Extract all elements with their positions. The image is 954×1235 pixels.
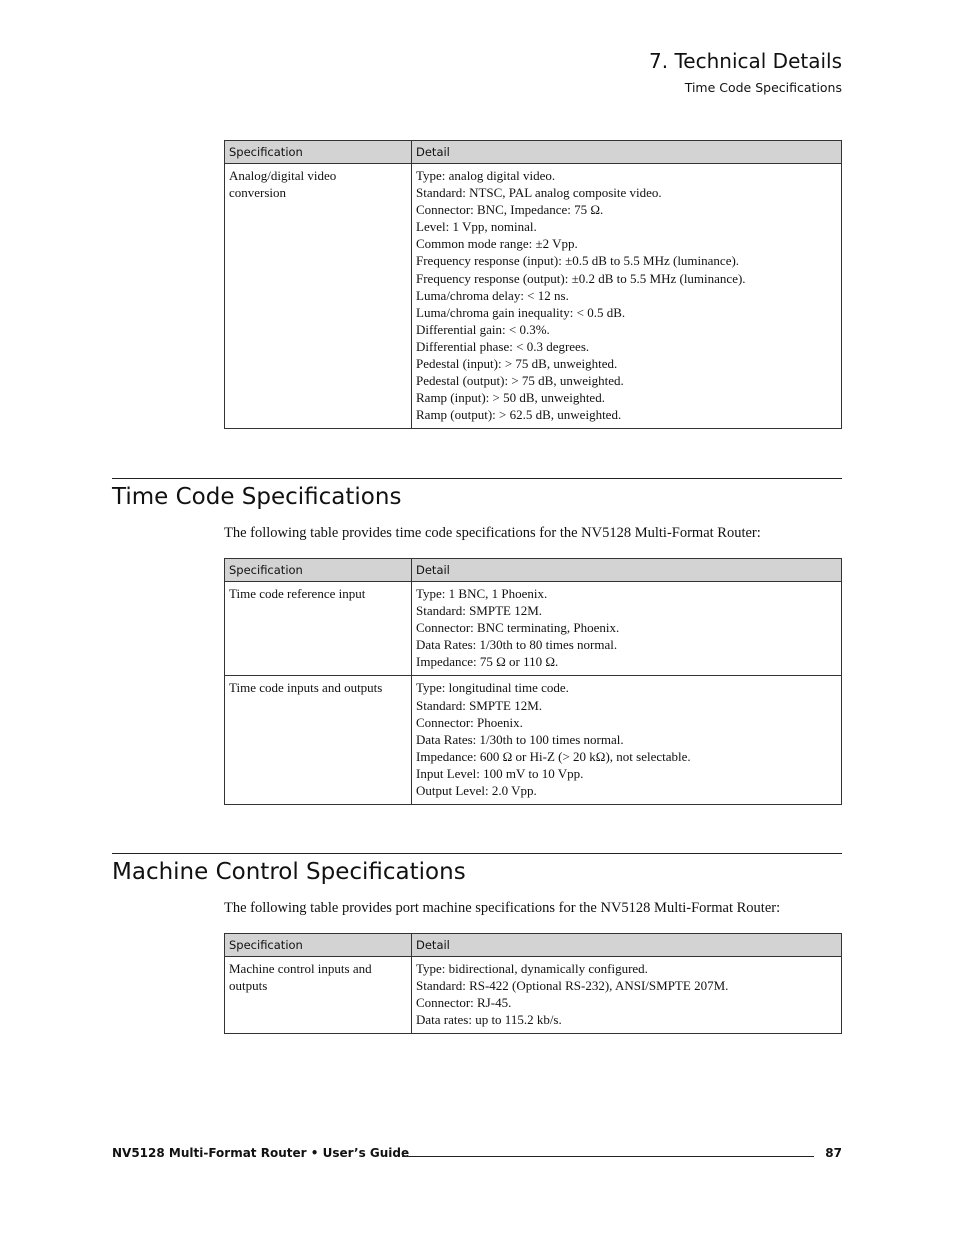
detail-line: Connector: BNC, Impedance: 75 Ω. [416, 202, 604, 218]
spec-cell [225, 582, 412, 676]
section-divider [112, 853, 842, 854]
detail-line: Luma/chroma delay: < 12 ns. [416, 287, 569, 303]
detail-line: Output Level: 2.0 Vpp. [416, 783, 537, 799]
column-header-detail: Detail [412, 559, 842, 582]
detail-line: Frequency response (input): ±0.5 dB to 5.5 MHz (luminance). [416, 253, 740, 269]
detail-line: Common mode range: ±2 Vpp. [416, 236, 578, 252]
detail-line: Standard: SMPTE 12M. [416, 697, 543, 713]
detail-line: Data rates: up to 115.2 kb/s. [416, 1012, 562, 1028]
detail-line: Impedance: 75 Ω or 110 Ω. [416, 654, 559, 670]
detail-line: Level: 1 Vpp, nominal. [416, 219, 537, 235]
detail-line: Connector: Phoenix. [416, 714, 523, 730]
table-row [225, 582, 842, 676]
spec-line: Analog/digital video [229, 168, 337, 183]
detail-cell [412, 676, 842, 805]
spec-line: conversion [229, 185, 287, 201]
spec-line: outputs [229, 978, 268, 994]
detail-line: Differential gain: < 0.3%. [416, 321, 550, 337]
table-row [225, 957, 842, 1034]
detail-line: Standard: NTSC, PAL analog composite video. [416, 185, 662, 201]
table-header-row [225, 934, 842, 957]
footer-divider [402, 1156, 814, 1157]
spec-cell [225, 957, 412, 1034]
detail-line: Standard: SMPTE 12M. [416, 603, 543, 619]
detail-line: Pedestal (output): > 75 dB, unweighted. [416, 373, 624, 389]
detail-line: Data Rates: 1/30th to 80 times normal. [416, 637, 618, 653]
spec-line: Machine control inputs and [229, 961, 372, 976]
detail-line: Type: 1 BNC, 1 Phoenix. [416, 586, 548, 601]
detail-cell [412, 582, 842, 676]
detail-line: Frequency response (output): ±0.2 dB to 5.5 MHz (luminance). [416, 270, 746, 286]
table-row [225, 676, 842, 805]
table-row [225, 164, 842, 429]
section-divider [112, 478, 842, 479]
footer-document-title: NV5128 Multi-Format Router • User’s Guide [112, 1146, 410, 1160]
detail-cell [412, 957, 842, 1034]
detail-line: Input Level: 100 mV to 10 Vpp. [416, 765, 584, 781]
section-title-time-code: Time Code Specifications [112, 484, 402, 510]
section-title-machine-control: Machine Control Specifications [112, 859, 466, 885]
detail-line: Differential phase: < 0.3 degrees. [416, 338, 590, 354]
detail-line: Ramp (input): > 50 dB, unweighted. [416, 390, 605, 406]
table-header-row [225, 141, 842, 164]
detail-line: Type: longitudinal time code. [416, 680, 569, 696]
detail-cell [412, 164, 842, 429]
section-intro-machine-control: The following table provides port machine specifications for the NV5128 Multi-Format Router: [224, 900, 781, 916]
spec-line: Time code inputs and outputs [229, 680, 383, 696]
page-number: 87 [825, 1146, 842, 1160]
detail-line: Standard: RS-422 (Optional RS-232), ANSI/SMPTE 207M. [416, 978, 729, 994]
column-header-specification: Specification [225, 559, 412, 582]
spec-line: Time code reference input [229, 586, 366, 601]
spec-cell [225, 164, 412, 429]
detail-line: Type: analog digital video. [416, 168, 556, 183]
running-section-title: Time Code Specifications [684, 80, 842, 95]
detail-line: Pedestal (input): > 75 dB, unweighted. [416, 356, 618, 372]
detail-line: Ramp (output): > 62.5 dB, unweighted. [416, 407, 622, 423]
detail-line: Type: bidirectional, dynamically configured. [416, 961, 648, 976]
chapter-title: 7. Technical Details [649, 49, 842, 73]
column-header-detail: Detail [412, 934, 842, 957]
table-header-row [225, 559, 842, 582]
analog-video-spec-table [224, 140, 842, 429]
detail-line: Connector: BNC terminating, Phoenix. [416, 620, 620, 636]
spec-cell [225, 676, 412, 805]
detail-line: Luma/chroma gain inequality: < 0.5 dB. [416, 304, 626, 320]
detail-line: Connector: RJ-45. [416, 995, 512, 1011]
column-header-specification: Specification [225, 141, 412, 164]
time-code-spec-table [224, 558, 842, 805]
section-intro-time-code: The following table provides time code specifications for the NV5128 Multi-Format Router: [224, 525, 761, 541]
column-header-detail: Detail [412, 141, 842, 164]
column-header-specification: Specification [225, 934, 412, 957]
detail-line: Impedance: 600 Ω or Hi-Z (> 20 kΩ), not selectable. [416, 748, 691, 764]
detail-line: Data Rates: 1/30th to 100 times normal. [416, 731, 624, 747]
machine-control-spec-table [224, 933, 842, 1034]
